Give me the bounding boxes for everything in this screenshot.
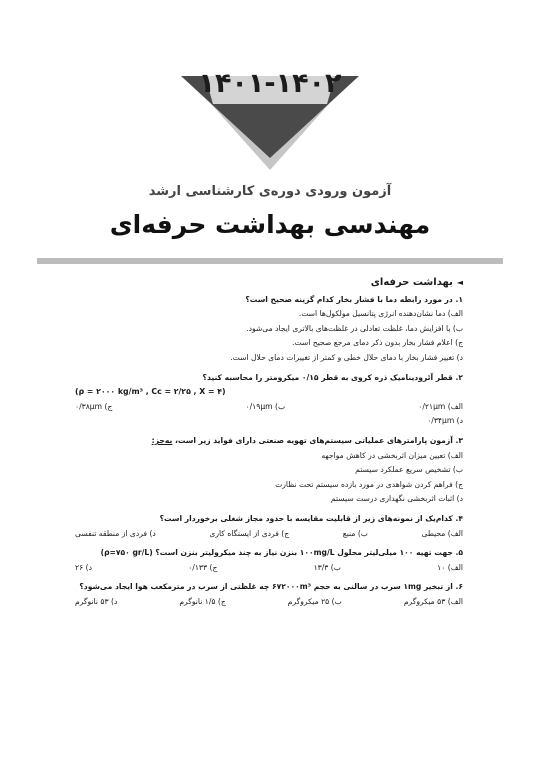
question-3 (75, 434, 463, 507)
question-2-option-c: ج) ۰/۳۸μm (75, 401, 113, 411)
exam-title: مهندسی بهداشت حرفه‌ای (109, 210, 431, 239)
question-3-option-d: د) اثبات اثربخشی نگهداری درست سیستم (330, 494, 463, 504)
question-6-option-a: الف) ۵۳ میکروگرم (403, 596, 463, 606)
triangle-marker-icon: ◄ (456, 278, 463, 287)
question-3-text-main: ۳. آزمون پارامترهای عملیاتی سیستم‌های تهویه صنعتی دارای فواید زیر است، (172, 435, 463, 445)
question-2-option-b: ب) ۰/۱۹μm (245, 401, 286, 411)
question-5-option-c: ج) ۰/۱۳۳ (188, 562, 218, 572)
question-3-except: به‌جز: (151, 435, 173, 445)
exam-subtitle: آزمون ورودی دوره‌ی کارشناسی ارشد (148, 184, 392, 199)
question-3-text (75, 434, 463, 449)
question-2-formula: (ρ = ۲۰۰۰ kg/m³ , Cc = ۲/۲۵ , X = ۴) (75, 387, 226, 397)
question-6-option-b: ب) ۲۵ میکروگرم (287, 596, 342, 606)
question-5 (75, 546, 463, 575)
question-4-option-c: ج) فردی از ایستگاه کاری (209, 528, 290, 538)
header-divider (37, 258, 503, 264)
section-heading (75, 276, 463, 291)
question-5-option-b: ب) ۱۳/۳ (313, 562, 341, 572)
question-2-text: ۲. قطر آئرودینامیک ذره کروی به قطر ۰/۱۵ میکرومتر را محاسبه کنید؟ (202, 372, 463, 382)
question-3-option-c: ج) فراهم کردن شواهدی در مورد بازده سیستم تحت نظارت (275, 479, 463, 489)
question-1-option-c: ج) اعلام فشار بخار بدون ذکر دمای مرجع صحیح است. (292, 338, 463, 348)
question-1-option-d: د) تغییر فشار بخار با دمای حلال خطی و کمتر از تغییرات دمای حلال است. (230, 352, 463, 362)
question-2-option-d: د) ۰/۳۴μm (427, 416, 463, 426)
question-4-option-d: د) فردی از منطقه تنفسی (75, 528, 156, 538)
question-5-option-a: الف) ۱۰ (437, 562, 463, 572)
question-3-option-a: الف) تعیین میزان اثربخشی در کاهش مواجهه (321, 450, 463, 460)
question-1 (75, 293, 463, 366)
question-6-option-d: د) ۵۳ نانوگرم (75, 596, 118, 606)
question-1-text: ۱. در مورد رابطه دما با فشار بخار کدام گزینه صحیح است؟ (245, 294, 463, 304)
question-6-options (75, 595, 463, 610)
question-4 (75, 512, 463, 541)
question-6 (75, 580, 463, 609)
question-6-text: ۶. از تبخیر ۱mg سرب در سالنی به حجم ۶۷۲۰۰۰m³ چه غلظتی از سرب در مترمکعب هوا ایجاد می‌شود؟ (79, 582, 463, 592)
question-5-option-d: د) ۲۶ (75, 562, 92, 572)
question-4-options (75, 527, 463, 542)
section-title-text: بهداشت حرفه‌ای (370, 277, 453, 288)
question-1-option-b: ب) با افزایش دما، غلظت تعادلی در غلظت‌های بالاتری ایجاد می‌شود. (246, 323, 463, 333)
question-4-option-b: ب) منبع (342, 528, 368, 538)
question-4-option-a: الف) محیطی (421, 528, 463, 538)
question-2-options-row-1 (75, 400, 463, 415)
year-range: ۱۴۰۱-۱۴۰۲ (198, 68, 342, 99)
question-2 (75, 371, 463, 429)
question-3-option-b: ب) تشخیص سریع عملکرد سیستم (355, 465, 463, 475)
question-2-option-a: الف) ۰/۲۱μm (418, 401, 463, 411)
question-5-text: ۵. جهت تهیه ۱۰۰ میلی‌لیتر محلول ۱۰۰mg/L بنزن نیاز به چند میکرولیتر بنزن است؟ (ρ=۷۵۰ gr/L) (100, 548, 463, 558)
question-1-option-a: الف) دما نشان‌دهنده انرژی پتانسیل مولکول‌ها است. (298, 309, 463, 319)
questions-content (75, 276, 463, 609)
question-6-option-c: ج) ۱/۵ نانوگرم (179, 596, 226, 606)
question-5-options (75, 561, 463, 576)
question-4-text: ۴. کدام‌یک از نمونه‌های زیر از قابلیت مقایسه با حدود مجاز شغلی برخوردار است؟ (159, 513, 463, 523)
